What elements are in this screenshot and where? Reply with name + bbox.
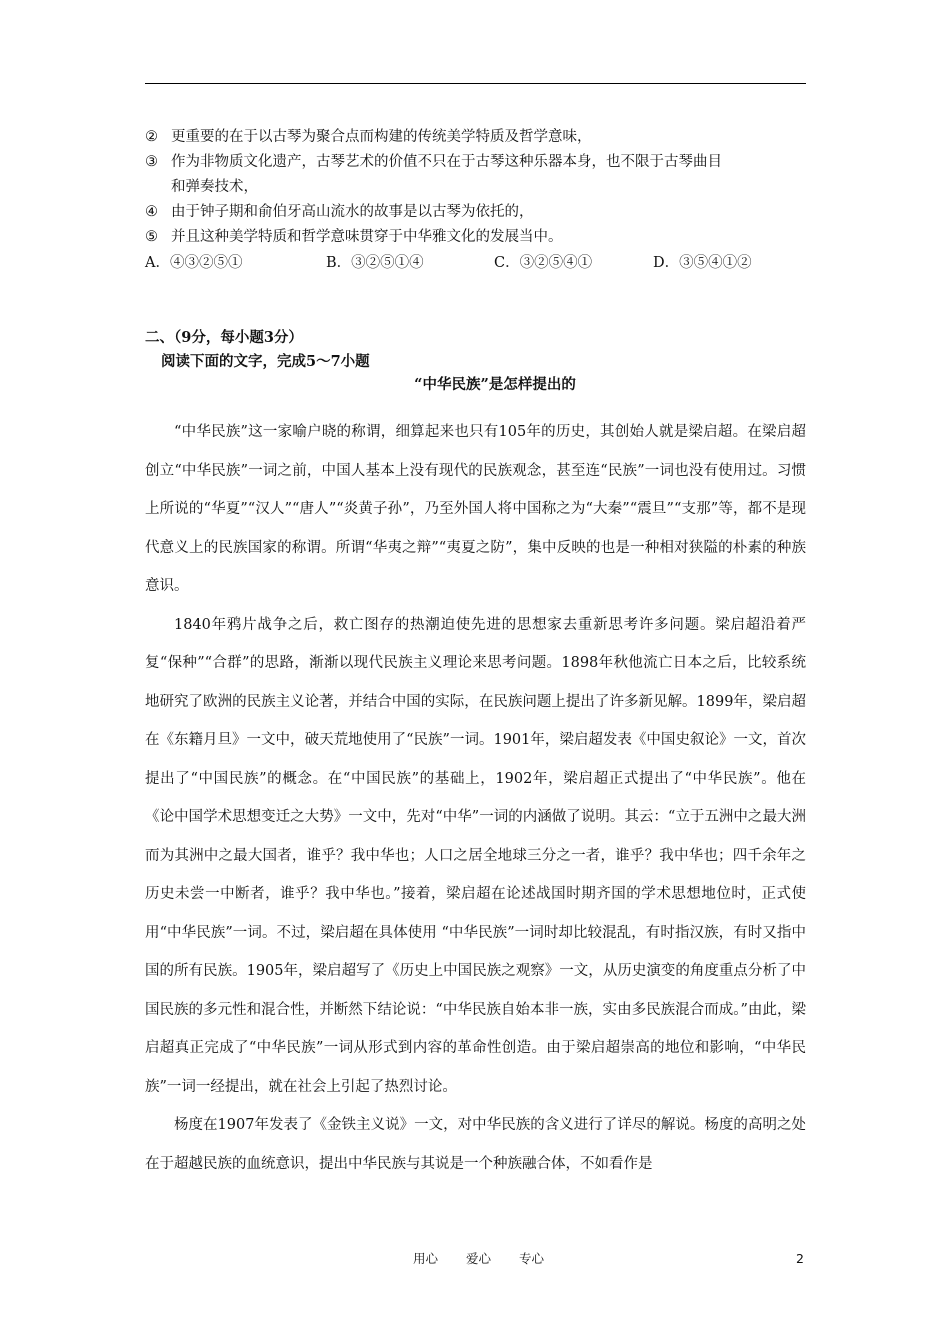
choice-c: C．③②⑤④①	[494, 255, 593, 271]
option-number: ⑤	[145, 229, 158, 245]
header-rule	[145, 83, 806, 84]
option-text: 更重要的在于以古琴为聚合点而构建的传统美学特质及哲学意味，	[171, 129, 592, 145]
article-title: “中华民族”是怎样提出的	[414, 376, 576, 393]
option-text: 并且这种美学特质和哲学意味贯穿于中华雅文化的发展当中。	[171, 229, 563, 245]
choice-a: A．④③②⑤①	[145, 255, 243, 271]
paragraph: “中华民族”这一家喻户晓的称谓，细算起来也只有105年的历史，其创始人就是梁启超。在梁启超创立“中华民族”一词之前，中国人基本上没有现代的民族观念，甚至连“民族”一词也没有使用过。习惯上所说的“华夏”“汉人”“唐人”“炎黄子孙”，乃至外国人将中国称之为“大秦”“震旦”“支那”等，都不是现代意义上的民族国家的称谓。所谓“华夷之辩”“夷夏之防”，集中反映的也是一种相对狭隘的朴素的种族意识。	[145, 424, 806, 594]
paragraph: 1840年鸦片战争之后，救亡图存的热潮迫使先进的思想家去重新思考许多问题。梁启超沿着严复“保种”“合群”的思路，渐渐以现代民族主义理论来思考问题。1898年秋他流亡日本之后，比较系统地研究了欧洲的民族主义论著，并结合中国的实际，在民族问题上提出了许多新见解。1899年，梁启超在《东籍月旦》一文中，破天荒地使用了“民族”一词。1901年，梁启超发表《中国史叙论》一文，首次提出了“中国民族”的概念。在“中国民族”的基础上，1902年，梁启超正式提出了“中华民族”。他在《论中国学术思想变迁之大势》一文中，先对“中华”一词的内涵做了说明。其云：“立于五洲中之最大洲而为其洲中之最大国者，谁乎？我中华也；人口之居全地球三分之一者，谁乎？我中华也；四千余年之历史未尝一中断者，谁乎？我中华也。”接着，梁启超在论述战国时期齐国的学术思想地位时，正式使用“中华民族”一词。不过，梁启超在具体使用 “中华民族”一词时却比较混乱，有时指汉族，有时又指中国的所有民族。1905年，梁启超写了《历史上中国民族之观察》一文，从历史演变的角度重点分析了中国民族的多元性和混合性，并断然下结论说：“中华民族自始本非一族，实由多民族混合而成。”由此，梁启超真正完成了“中华民族”一词从形式到内容的革命性创造。由于梁启超崇高的地位和影响，“中华民族”一词一经提出，就在社会上引起了热烈讨论。	[145, 616, 806, 1095]
page-number: 2	[796, 1251, 804, 1266]
article-body	[145, 413, 806, 1183]
option-number: ②	[145, 129, 158, 145]
option-item	[145, 126, 806, 148]
footer-motto	[413, 1250, 572, 1268]
option-text: 和弹奏技术，	[171, 179, 258, 195]
option-text: 作为非物质文化遗产，古琴艺术的价值不只在于古琴这种乐器本身，也不限于古琴曲目	[171, 154, 722, 170]
option-continuation	[171, 176, 832, 198]
choice-b: B．③②⑤①④	[326, 255, 424, 271]
footer-motto-word: 专心	[519, 1251, 545, 1266]
option-item	[145, 201, 806, 223]
option-item	[145, 226, 806, 248]
paragraph: 杨度在1907年发表了《金铁主义说》一文，对中华民族的含义进行了详尽的解说。杨度的高明之处在于超越民族的血统意识，提出中华民族与其说是一个种族融合体，不如看作是	[145, 1117, 806, 1172]
footer-motto-word: 用心	[413, 1251, 439, 1266]
footer-motto-word: 爱心	[466, 1251, 492, 1266]
option-number: ④	[145, 204, 158, 220]
section-heading: 二、（9分，每小题3分）	[145, 329, 303, 346]
section-instruction: 阅读下面的文字，完成5～7小题	[161, 353, 370, 370]
option-number: ③	[145, 154, 158, 170]
option-text: 由于钟子期和俞伯牙高山流水的故事是以古琴为依托的，	[171, 204, 534, 220]
option-item	[145, 151, 806, 173]
choice-d: D．③⑤④①②	[653, 255, 752, 271]
